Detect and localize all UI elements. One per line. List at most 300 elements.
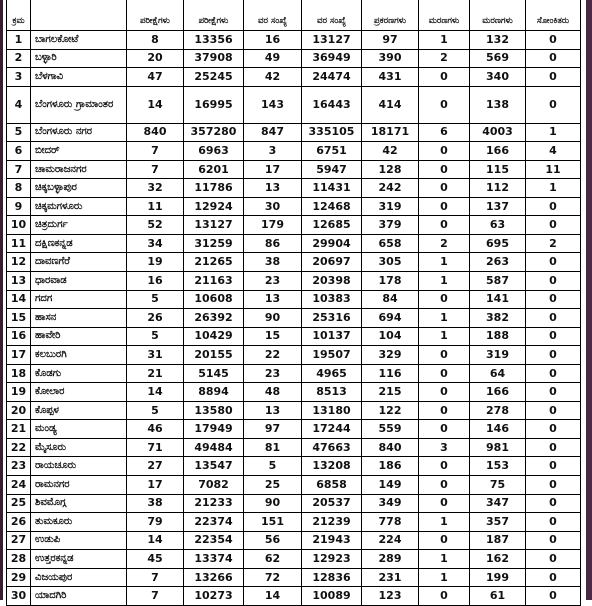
cell-col-9: 569: [470, 49, 526, 68]
cell-col-4: 21233: [184, 494, 244, 513]
cell-col-5: 90: [244, 494, 302, 513]
cell-col-3: 14: [127, 531, 184, 550]
header-col-9: ಮರಣಗಳು: [470, 0, 526, 31]
table-row: [7, 49, 581, 68]
cell-col-8: 0: [419, 401, 470, 420]
cell-col-8: 1: [419, 568, 470, 587]
cell-col-3: 11: [127, 197, 184, 216]
cell-col-10: 1: [526, 179, 581, 198]
left-border-bar: [0, 0, 3, 600]
cell-district: ಚಿಕ್ಕಮಗಳೂರು: [31, 197, 127, 216]
cell-col-9: 141: [470, 290, 526, 309]
cell-col-4: 20155: [184, 346, 244, 365]
table-row: [7, 197, 581, 216]
cell-serial: 9: [7, 197, 31, 216]
table-row: [7, 550, 581, 569]
cell-col-6: 16443: [302, 86, 362, 123]
cell-col-10: 0: [526, 290, 581, 309]
cell-col-3: 14: [127, 86, 184, 123]
cell-col-5: 90: [244, 309, 302, 328]
cell-col-5: 86: [244, 234, 302, 253]
cell-district: ಧಾರವಾಡ: [31, 272, 127, 291]
cell-col-3: 46: [127, 420, 184, 439]
cell-col-9: 263: [470, 253, 526, 272]
cell-col-6: 10137: [302, 327, 362, 346]
cell-district: ಹಾಸನ: [31, 309, 127, 328]
table-row: [7, 216, 581, 235]
cell-col-7: 305: [362, 253, 419, 272]
cell-col-4: 17949: [184, 420, 244, 439]
cell-col-7: 658: [362, 234, 419, 253]
cell-col-10: 0: [526, 86, 581, 123]
cell-col-5: 97: [244, 420, 302, 439]
cell-serial: 3: [7, 68, 31, 87]
cell-col-6: 47663: [302, 438, 362, 457]
cell-serial: 13: [7, 272, 31, 291]
cell-col-9: 153: [470, 457, 526, 476]
cell-col-8: 2: [419, 49, 470, 68]
header-col-10: ಸೋಂಕಿತರು: [526, 0, 581, 31]
cell-col-7: 186: [362, 457, 419, 476]
cell-col-9: 319: [470, 346, 526, 365]
cell-col-3: 7: [127, 568, 184, 587]
cell-col-5: 23: [244, 272, 302, 291]
cell-col-8: 0: [419, 457, 470, 476]
cell-district: ಚಿಕ್ಕಬಳ್ಳಾಪುರ: [31, 179, 127, 198]
table-row: [7, 531, 581, 550]
cell-col-9: 64: [470, 364, 526, 383]
cell-district: ಉತ್ತರಕನ್ನಡ: [31, 550, 127, 569]
cell-col-9: 347: [470, 494, 526, 513]
table-row: [7, 234, 581, 253]
cell-col-8: 1: [419, 31, 470, 50]
cell-col-7: 349: [362, 494, 419, 513]
cell-col-5: 23: [244, 364, 302, 383]
cell-col-4: 22374: [184, 513, 244, 532]
table-row: [7, 568, 581, 587]
cell-col-6: 10089: [302, 587, 362, 606]
table-row: [7, 587, 581, 606]
cell-col-4: 13127: [184, 216, 244, 235]
cell-col-4: 10608: [184, 290, 244, 309]
cell-col-4: 11786: [184, 179, 244, 198]
cell-col-4: 25245: [184, 68, 244, 87]
cell-col-8: 0: [419, 476, 470, 495]
cell-col-9: 587: [470, 272, 526, 291]
cell-col-4: 13356: [184, 31, 244, 50]
cell-district: ವಿಜಯಪುರ: [31, 568, 127, 587]
cell-col-3: 840: [127, 123, 184, 142]
cell-district: ದಾವಣಗೆರೆ: [31, 253, 127, 272]
cell-col-6: 21239: [302, 513, 362, 532]
cell-col-3: 27: [127, 457, 184, 476]
cell-serial: 24: [7, 476, 31, 495]
cell-district: ದಕ್ಷಿಣಕನ್ನಡ: [31, 234, 127, 253]
cell-district: ಶಿವಮೊಗ್ಗ: [31, 494, 127, 513]
cell-col-8: 6: [419, 123, 470, 142]
header-col-8: ಮರಣಗಳು: [419, 0, 470, 31]
cell-col-8: 0: [419, 142, 470, 161]
cell-col-5: 179: [244, 216, 302, 235]
cell-district: ಬಳ್ಳಾರಿ: [31, 49, 127, 68]
cell-col-4: 10429: [184, 327, 244, 346]
cell-col-7: 242: [362, 179, 419, 198]
header-col-5: ವರ ಸಂಖ್ಯೆ: [244, 0, 302, 31]
cell-col-10: 0: [526, 531, 581, 550]
cell-col-9: 146: [470, 420, 526, 439]
cell-col-3: 45: [127, 550, 184, 569]
cell-col-10: 0: [526, 272, 581, 291]
cell-col-4: 13266: [184, 568, 244, 587]
right-border-bar: [586, 0, 592, 600]
cell-col-9: 382: [470, 309, 526, 328]
cell-col-8: 0: [419, 160, 470, 179]
cell-col-5: 14: [244, 587, 302, 606]
cell-col-9: 132: [470, 31, 526, 50]
cell-district: ರಾಮನಗರ: [31, 476, 127, 495]
cell-col-3: 26: [127, 309, 184, 328]
cell-district: ಯಾದಗಿರಿ: [31, 587, 127, 606]
cell-col-10: 0: [526, 327, 581, 346]
cell-col-4: 22354: [184, 531, 244, 550]
cell-col-6: 12836: [302, 568, 362, 587]
cell-col-4: 357280: [184, 123, 244, 142]
cell-col-9: 61: [470, 587, 526, 606]
cell-col-10: 0: [526, 197, 581, 216]
cell-col-7: 431: [362, 68, 419, 87]
cell-district: ಕೊಡಗು: [31, 364, 127, 383]
cell-col-6: 13208: [302, 457, 362, 476]
cell-district: ಬೆಂಗಳೂರು ನಗರ: [31, 123, 127, 142]
cell-col-6: 6858: [302, 476, 362, 495]
cell-col-7: 215: [362, 383, 419, 402]
cell-col-3: 17: [127, 476, 184, 495]
cell-col-5: 48: [244, 383, 302, 402]
cell-district: ಗದಗ: [31, 290, 127, 309]
cell-col-3: 79: [127, 513, 184, 532]
cell-col-9: 115: [470, 160, 526, 179]
cell-col-7: 289: [362, 550, 419, 569]
cell-col-5: 30: [244, 197, 302, 216]
cell-col-10: 0: [526, 457, 581, 476]
cell-col-4: 37908: [184, 49, 244, 68]
cell-col-7: 379: [362, 216, 419, 235]
cell-district: ಬೆಳಗಾವಿ: [31, 68, 127, 87]
cell-col-3: 7: [127, 160, 184, 179]
cell-col-9: 4003: [470, 123, 526, 142]
header-col-3: ಪರೀಕ್ಷೆಗಳು: [127, 0, 184, 31]
cell-serial: 1: [7, 31, 31, 50]
cell-col-10: 0: [526, 420, 581, 439]
cell-col-8: 0: [419, 383, 470, 402]
cell-col-8: 0: [419, 587, 470, 606]
cell-col-5: 5: [244, 457, 302, 476]
cell-col-6: 36949: [302, 49, 362, 68]
table-row: [7, 494, 581, 513]
cell-col-10: 0: [526, 309, 581, 328]
cell-col-7: 42: [362, 142, 419, 161]
cell-col-6: 20697: [302, 253, 362, 272]
cell-col-8: 1: [419, 272, 470, 291]
cell-col-4: 21265: [184, 253, 244, 272]
cell-col-8: 0: [419, 531, 470, 550]
cell-serial: 30: [7, 587, 31, 606]
cell-col-7: 231: [362, 568, 419, 587]
cell-col-8: 1: [419, 550, 470, 569]
table-row: [7, 272, 581, 291]
cell-col-3: 16: [127, 272, 184, 291]
cell-col-5: 13: [244, 401, 302, 420]
cell-col-7: 390: [362, 49, 419, 68]
cell-col-8: 0: [419, 68, 470, 87]
cell-col-6: 29904: [302, 234, 362, 253]
header-district: [31, 0, 127, 31]
cell-col-3: 71: [127, 438, 184, 457]
cell-col-6: 20537: [302, 494, 362, 513]
cell-col-3: 7: [127, 142, 184, 161]
cell-col-4: 8894: [184, 383, 244, 402]
table-row: [7, 457, 581, 476]
cell-col-6: 24474: [302, 68, 362, 87]
cell-col-7: 122: [362, 401, 419, 420]
cell-col-8: 1: [419, 309, 470, 328]
cell-col-9: 199: [470, 568, 526, 587]
cell-col-10: 0: [526, 216, 581, 235]
cell-col-8: 0: [419, 179, 470, 198]
cell-col-9: 187: [470, 531, 526, 550]
cell-col-5: 15: [244, 327, 302, 346]
cell-col-6: 13127: [302, 31, 362, 50]
header-col-7: ಪ್ರಕರಣಗಳು: [362, 0, 419, 31]
cell-col-10: 0: [526, 364, 581, 383]
cell-col-9: 166: [470, 142, 526, 161]
header-row: [7, 0, 581, 31]
cell-district: ಚಿತ್ರದುರ್ಗ: [31, 216, 127, 235]
cell-col-9: 695: [470, 234, 526, 253]
cell-serial: 14: [7, 290, 31, 309]
cell-serial: 17: [7, 346, 31, 365]
cell-col-10: 0: [526, 31, 581, 50]
cell-district: ಬೆಂಗಳೂರು ಗ್ರಾಮಾಂತರ: [31, 86, 127, 123]
cell-col-7: 414: [362, 86, 419, 123]
cell-col-8: 0: [419, 364, 470, 383]
cell-serial: 5: [7, 123, 31, 142]
cell-col-4: 10273: [184, 587, 244, 606]
cell-col-10: 11: [526, 160, 581, 179]
cell-col-5: 151: [244, 513, 302, 532]
table-row: [7, 438, 581, 457]
cell-col-7: 224: [362, 531, 419, 550]
cell-col-8: 0: [419, 86, 470, 123]
cell-col-5: 13: [244, 179, 302, 198]
cell-col-9: 137: [470, 197, 526, 216]
cell-col-3: 38: [127, 494, 184, 513]
cell-col-5: 16: [244, 31, 302, 50]
table-row: [7, 513, 581, 532]
cell-col-3: 20: [127, 49, 184, 68]
cell-col-10: 0: [526, 550, 581, 569]
cell-col-10: 4: [526, 142, 581, 161]
cell-col-9: 357: [470, 513, 526, 532]
cell-serial: 27: [7, 531, 31, 550]
cell-district: ಹಾವೇರಿ: [31, 327, 127, 346]
cell-col-7: 123: [362, 587, 419, 606]
cell-col-7: 84: [362, 290, 419, 309]
cell-col-9: 166: [470, 383, 526, 402]
cell-col-4: 5145: [184, 364, 244, 383]
cell-district: ಕೋಲಾರ: [31, 383, 127, 402]
cell-district: ಮಂಡ್ಯ: [31, 420, 127, 439]
cell-col-3: 8: [127, 31, 184, 50]
cell-serial: 2: [7, 49, 31, 68]
cell-serial: 20: [7, 401, 31, 420]
cell-col-10: 0: [526, 587, 581, 606]
cell-serial: 26: [7, 513, 31, 532]
cell-col-3: 7: [127, 587, 184, 606]
district-statistics-table: [6, 0, 581, 606]
cell-serial: 15: [7, 309, 31, 328]
cell-district: ಬಾಗಲಕೋಟೆ: [31, 31, 127, 50]
cell-col-8: 0: [419, 346, 470, 365]
cell-col-8: 3: [419, 438, 470, 457]
cell-col-8: 0: [419, 290, 470, 309]
cell-col-4: 6201: [184, 160, 244, 179]
cell-col-3: 14: [127, 383, 184, 402]
cell-col-5: 13: [244, 290, 302, 309]
cell-district: ರಾಯಚೂರು: [31, 457, 127, 476]
cell-serial: 22: [7, 438, 31, 457]
table-row: [7, 420, 581, 439]
cell-col-5: 3: [244, 142, 302, 161]
table-row: [7, 383, 581, 402]
cell-col-6: 11431: [302, 179, 362, 198]
cell-col-8: 0: [419, 197, 470, 216]
cell-serial: 6: [7, 142, 31, 161]
cell-col-7: 104: [362, 327, 419, 346]
cell-serial: 28: [7, 550, 31, 569]
table-row: [7, 68, 581, 87]
cell-col-3: 32: [127, 179, 184, 198]
cell-serial: 19: [7, 383, 31, 402]
table-row: [7, 253, 581, 272]
table-row: [7, 309, 581, 328]
cell-col-3: 5: [127, 401, 184, 420]
cell-col-5: 17: [244, 160, 302, 179]
cell-col-7: 116: [362, 364, 419, 383]
cell-col-5: 42: [244, 68, 302, 87]
cell-col-6: 4965: [302, 364, 362, 383]
cell-col-8: 1: [419, 327, 470, 346]
cell-col-8: 0: [419, 216, 470, 235]
cell-serial: 10: [7, 216, 31, 235]
table-row: [7, 179, 581, 198]
cell-col-10: 0: [526, 513, 581, 532]
cell-col-6: 12468: [302, 197, 362, 216]
cell-col-10: 1: [526, 123, 581, 142]
cell-col-6: 19507: [302, 346, 362, 365]
cell-col-6: 21943: [302, 531, 362, 550]
cell-col-7: 18171: [362, 123, 419, 142]
cell-col-5: 25: [244, 476, 302, 495]
cell-col-7: 97: [362, 31, 419, 50]
table-row: [7, 290, 581, 309]
cell-col-9: 63: [470, 216, 526, 235]
cell-col-7: 840: [362, 438, 419, 457]
cell-col-10: 0: [526, 476, 581, 495]
cell-col-6: 20398: [302, 272, 362, 291]
table-row: [7, 346, 581, 365]
cell-col-5: 22: [244, 346, 302, 365]
cell-col-6: 17244: [302, 420, 362, 439]
cell-col-9: 340: [470, 68, 526, 87]
cell-col-4: 12924: [184, 197, 244, 216]
cell-col-10: 2: [526, 234, 581, 253]
cell-serial: 23: [7, 457, 31, 476]
cell-col-3: 31: [127, 346, 184, 365]
cell-serial: 25: [7, 494, 31, 513]
cell-serial: 4: [7, 86, 31, 123]
cell-col-10: 0: [526, 494, 581, 513]
cell-district: ಚಾಮರಾಜನಗರ: [31, 160, 127, 179]
cell-col-4: 21163: [184, 272, 244, 291]
cell-serial: 8: [7, 179, 31, 198]
cell-col-4: 6963: [184, 142, 244, 161]
table-row: [7, 160, 581, 179]
cell-col-10: 0: [526, 49, 581, 68]
cell-col-6: 6751: [302, 142, 362, 161]
cell-col-5: 38: [244, 253, 302, 272]
cell-col-6: 5947: [302, 160, 362, 179]
cell-col-9: 188: [470, 327, 526, 346]
cell-col-7: 178: [362, 272, 419, 291]
cell-col-4: 26392: [184, 309, 244, 328]
table-row: [7, 123, 581, 142]
cell-col-3: 52: [127, 216, 184, 235]
cell-serial: 29: [7, 568, 31, 587]
table-row: [7, 364, 581, 383]
cell-col-10: 0: [526, 568, 581, 587]
cell-district: ತುಮಕೂರು: [31, 513, 127, 532]
cell-col-6: 8513: [302, 383, 362, 402]
cell-col-8: 0: [419, 420, 470, 439]
cell-col-6: 12685: [302, 216, 362, 235]
table-row: [7, 142, 581, 161]
cell-col-9: 981: [470, 438, 526, 457]
cell-col-9: 162: [470, 550, 526, 569]
cell-col-4: 31259: [184, 234, 244, 253]
cell-col-4: 49484: [184, 438, 244, 457]
header-serial: ಕ್ರಮ: [7, 0, 31, 31]
cell-col-8: 2: [419, 234, 470, 253]
cell-col-7: 319: [362, 197, 419, 216]
cell-district: ಬೀದರ್: [31, 142, 127, 161]
table-row: [7, 31, 581, 50]
header-col-4: ಪರೀಕ್ಷೆಗಳು: [184, 0, 244, 31]
cell-col-4: 13580: [184, 401, 244, 420]
header-col-6: ವರ ಸಂಖ್ಯೆ: [302, 0, 362, 31]
cell-district: ಕಲಬುರಗಿ: [31, 346, 127, 365]
cell-col-6: 13180: [302, 401, 362, 420]
cell-col-3: 5: [127, 290, 184, 309]
cell-col-7: 559: [362, 420, 419, 439]
cell-col-4: 13374: [184, 550, 244, 569]
cell-col-10: 0: [526, 253, 581, 272]
cell-serial: 16: [7, 327, 31, 346]
cell-col-5: 72: [244, 568, 302, 587]
cell-col-5: 62: [244, 550, 302, 569]
cell-col-4: 13547: [184, 457, 244, 476]
table-row: [7, 476, 581, 495]
